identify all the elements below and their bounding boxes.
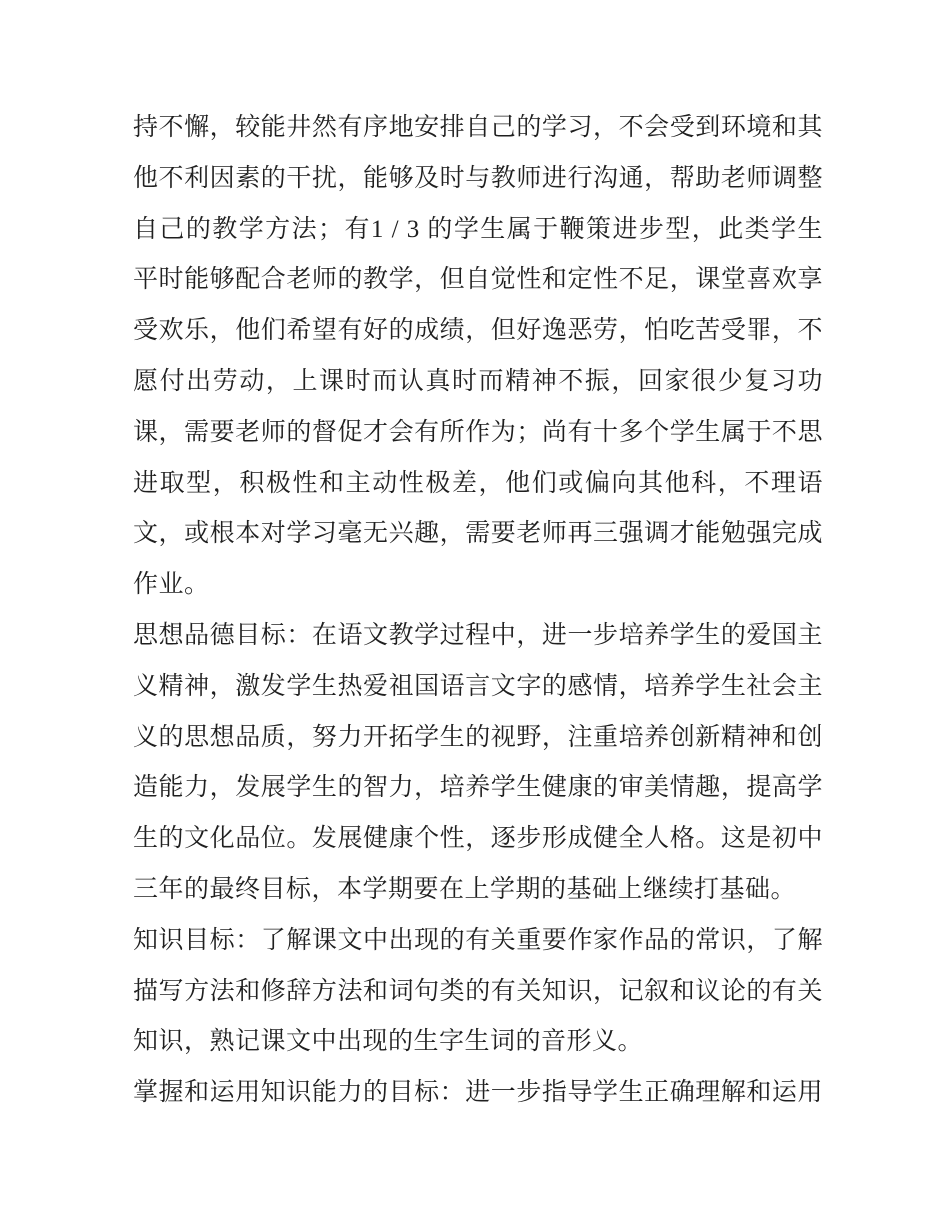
text-line: 知识，熟记课文中出现的生字生词的音形义。 — [133, 1028, 644, 1056]
text-line: 描写方法和修辞方法和词句类的有关知识，记叙和议论的有关 — [133, 977, 823, 1005]
text-line: 他不利因素的干扰，能够及时与教师进行沟通，帮助老师调整 — [133, 164, 823, 192]
document-text-block — [133, 103, 823, 1119]
text-line: 课，需要老师的督促才会有所作为；尚有十多个学生属于不思 — [133, 418, 823, 446]
text-line: 生的文化品位。发展健康个性，逐步形成健全人格。这是初中 — [133, 825, 823, 853]
text-line: 义的思想品质，努力开拓学生的视野，注重培养创新精神和创 — [133, 723, 823, 751]
text-line: 持不懈，较能井然有序地安排自己的学习，不会受到环境和其 — [133, 114, 823, 141]
text-line: 文，或根本对学习毫无兴趣，需要老师再三强调才能勉强完成 — [133, 520, 823, 548]
paragraph-4 — [133, 1068, 823, 1119]
text-line: 三年的最终目标，本学期要在上学期的基础上继续打基础。 — [133, 875, 797, 903]
text-line: 受欢乐，他们希望有好的成绩，但好逸恶劳，怕吃苦受罪，不 — [133, 317, 823, 345]
text-line: 知识目标：了解课文中出现的有关重要作家作品的常识，了解 — [133, 926, 823, 954]
text-line: 义精神，激发学生热爱祖国语言文字的感情，培养学生社会主 — [133, 672, 823, 700]
text-line: 掌握和运用知识能力的目标：进一步指导学生正确理解和运用 — [133, 1079, 823, 1107]
text-line: 作业。 — [133, 571, 210, 599]
paragraph-2 — [133, 611, 823, 916]
text-line: 愿付出劳动，上课时而认真时而精神不振，回家很少复习功 — [133, 367, 823, 395]
text-line: 平时能够配合老师的教学，但自觉性和定性不足，课堂喜欢享 — [133, 266, 823, 294]
text-line: 进取型，积极性和主动性极差，他们或偏向其他科，不理语 — [133, 469, 823, 497]
text-line: 思想品德目标：在语文教学过程中，进一步培养学生的爱国主 — [133, 621, 823, 649]
paragraph-3 — [133, 916, 823, 1068]
text-line: 造能力，发展学生的智力，培养学生健康的审美情趣，提高学 — [133, 774, 823, 802]
paragraph-1 — [133, 103, 823, 611]
text-line: 自己的教学方法；有1 / 3 的学生属于鞭策进步型，此类学生 — [133, 215, 823, 243]
